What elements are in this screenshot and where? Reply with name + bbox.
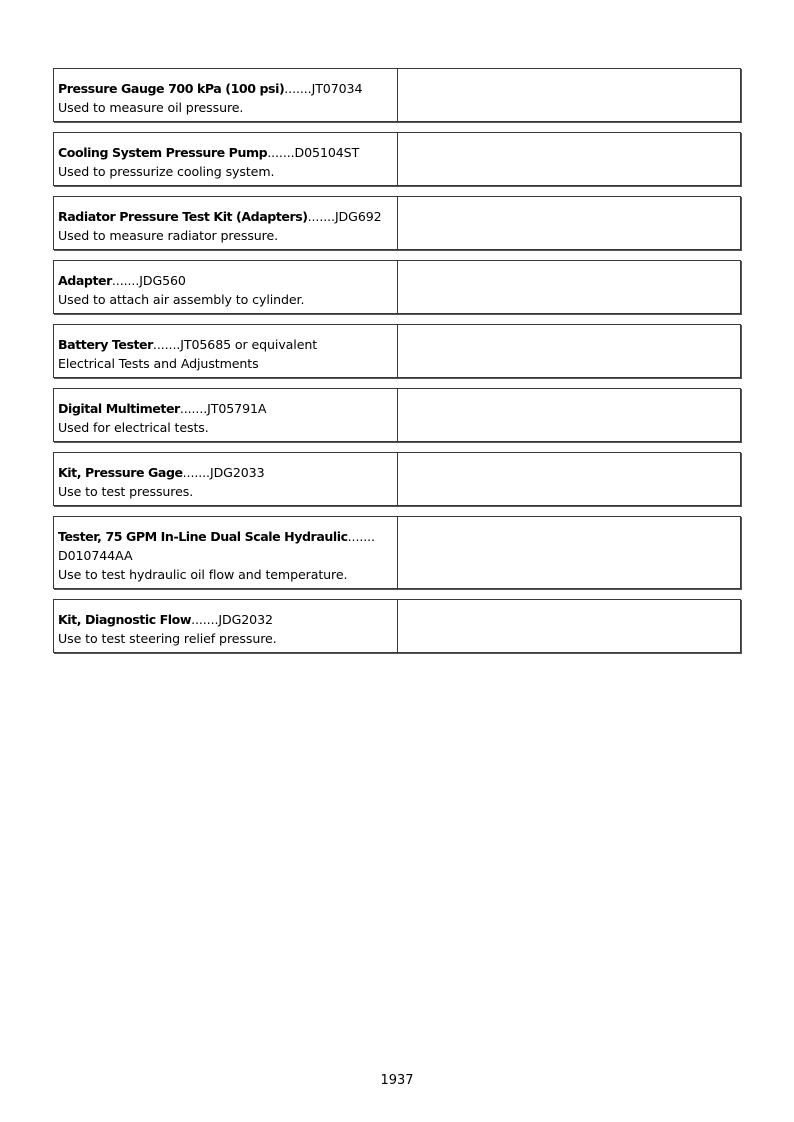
tool-part-number: .......D05104ST xyxy=(267,145,360,160)
tool-part-number: .......JDG2033 xyxy=(182,465,265,480)
tool-description: Used to measure radiator pressure. xyxy=(58,228,279,243)
tool-entry xyxy=(53,324,741,378)
tool-text-cell xyxy=(54,389,398,441)
tool-description: Used to attach air assembly to cylinder. xyxy=(58,292,305,307)
tool-part-number: .......JT05685 or equivalent xyxy=(152,337,318,352)
tool-image-cell xyxy=(398,69,740,121)
tool-entry xyxy=(53,68,741,122)
tool-entry xyxy=(53,452,741,506)
tool-text-cell xyxy=(54,600,398,652)
tool-name: Radiator Pressure Test Kit (Adapters) xyxy=(58,209,308,224)
tool-image-cell xyxy=(398,197,740,249)
tool-image-cell xyxy=(398,133,740,185)
tool-image-cell xyxy=(398,517,740,588)
tool-name: Digital Multimeter xyxy=(58,401,180,416)
tool-title-line xyxy=(58,610,393,629)
tool-part-number-continued: D010744AA xyxy=(58,548,133,563)
tool-text-cell xyxy=(54,133,398,185)
tool-title-line xyxy=(58,463,393,482)
tool-name: Tester, 75 GPM In-Line Dual Scale Hydraulic xyxy=(58,529,348,544)
tool-description: Used for electrical tests. xyxy=(58,420,209,435)
tool-title-line xyxy=(58,79,393,98)
tool-image-cell xyxy=(398,600,740,652)
tool-name: Cooling System Pressure Pump xyxy=(58,145,268,160)
tool-name: Kit, Pressure Gage xyxy=(58,465,183,480)
tool-entry xyxy=(53,260,741,314)
tool-name: Adapter xyxy=(58,273,112,288)
tool-part-number: .......JDG560 xyxy=(111,273,186,288)
tool-text-cell xyxy=(54,325,398,377)
tool-text-cell xyxy=(54,69,398,121)
tool-entry xyxy=(53,196,741,250)
tool-text-cell xyxy=(54,453,398,505)
tool-text-cell xyxy=(54,517,398,588)
tool-name: Kit, Diagnostic Flow xyxy=(58,612,192,627)
tool-title-line xyxy=(58,527,393,546)
tool-description: Used to measure oil pressure. xyxy=(58,100,244,115)
tool-entry xyxy=(53,516,741,589)
tool-title-line xyxy=(58,335,393,354)
page-number: 1937 xyxy=(380,1073,414,1088)
tool-description: Use to test hydraulic oil flow and temperature. xyxy=(58,567,348,582)
tool-description: Use to test steering relief pressure. xyxy=(58,631,277,646)
tool-name: Pressure Gauge 700 kPa (100 psi) xyxy=(58,81,285,96)
tool-description: Electrical Tests and Adjustments xyxy=(58,356,259,371)
tool-image-cell xyxy=(398,389,740,441)
tool-image-cell xyxy=(398,453,740,505)
tool-part-number: .......JT07034 xyxy=(284,81,363,96)
tool-title-line xyxy=(58,207,393,226)
tool-entry xyxy=(53,599,741,653)
tool-description: Used to pressurize cooling system. xyxy=(58,164,275,179)
tool-title-line xyxy=(58,143,393,162)
tool-entry xyxy=(53,132,741,186)
tool-title-line xyxy=(58,271,393,290)
tool-part-number: .......JDG692 xyxy=(307,209,382,224)
tool-text-cell xyxy=(54,197,398,249)
tool-part-number: .......JT05791A xyxy=(179,401,267,416)
tool-description: Use to test pressures. xyxy=(58,484,194,499)
tool-image-cell xyxy=(398,325,740,377)
tool-part-number: .......JDG2032 xyxy=(191,612,273,627)
tool-part-number: ....... xyxy=(347,529,375,544)
tool-list xyxy=(53,68,741,663)
tool-entry xyxy=(53,388,741,442)
tool-text-cell xyxy=(54,261,398,313)
tool-image-cell xyxy=(398,261,740,313)
tool-title-line xyxy=(58,399,393,418)
tool-name: Battery Tester xyxy=(58,337,153,352)
